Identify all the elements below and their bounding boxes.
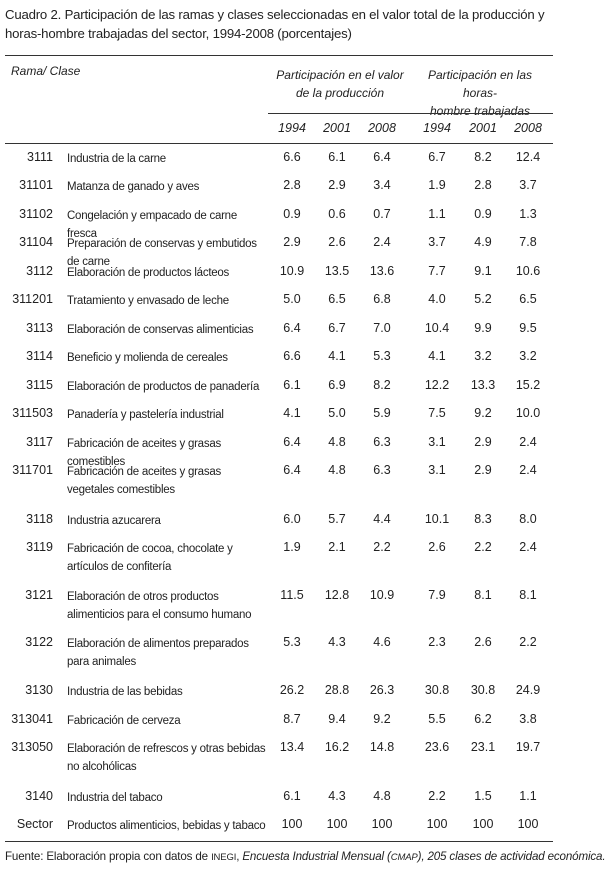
row-name: Fabricación de aceites y grasas vegetales comestibles <box>67 466 221 496</box>
group-rule <box>268 113 553 114</box>
cell-horas-2: 19.7 <box>515 740 541 754</box>
cell-horas-2: 24.9 <box>515 683 541 697</box>
header-group-horas-line1: Participación en las horas- <box>427 68 533 100</box>
header-group-produccion-line2: de la producción <box>295 86 385 100</box>
cell-horas-1: 5.2 <box>474 292 492 306</box>
cell-horas-0: 3.7 <box>428 235 446 249</box>
cell-horas-0: 100 <box>426 817 448 831</box>
cell-prod-0: 1.9 <box>283 540 301 554</box>
source-rest: ), 205 clases de actividad económica. <box>417 850 605 863</box>
cell-prod-1: 2.1 <box>328 540 346 554</box>
cell-prod-1: 2.9 <box>328 178 346 192</box>
row-code: 313041 <box>11 712 53 726</box>
cell-horas-2: 2.4 <box>519 463 537 477</box>
row-name: Industria del tabaco <box>67 792 163 804</box>
row-code: 31104 <box>19 235 53 249</box>
bottom-rule <box>5 841 553 842</box>
cell-prod-2: 6.3 <box>373 435 391 449</box>
cell-horas-2: 3.7 <box>519 178 537 192</box>
cell-prod-1: 6.9 <box>328 378 346 392</box>
cell-horas-2: 2.2 <box>519 635 537 649</box>
source-survey: Encuesta Industrial Mensual <box>242 850 384 863</box>
cell-prod-2: 6.8 <box>373 292 391 306</box>
source-prefix: Fuente: Elaboración propia con datos de <box>5 850 212 863</box>
cell-horas-1: 30.8 <box>470 683 496 697</box>
year-horas-2008: 2008 <box>514 121 542 135</box>
row-name: Industria de las bebidas <box>67 686 183 698</box>
cell-prod-1: 6.7 <box>328 321 346 335</box>
cell-horas-2: 3.2 <box>519 349 537 363</box>
cell-horas-2: 3.8 <box>519 712 537 726</box>
cell-prod-0: 10.9 <box>279 264 305 278</box>
cell-horas-1: 2.9 <box>474 435 492 449</box>
cell-horas-0: 4.1 <box>428 349 446 363</box>
cell-prod-0: 6.4 <box>283 435 301 449</box>
cell-horas-0: 10.1 <box>424 512 450 526</box>
row-name: Elaboración de productos de panadería <box>67 381 260 393</box>
row-name: Industria de la carne <box>67 153 166 165</box>
row-code: 313050 <box>11 740 53 754</box>
row-name: Productos alimenticios, bebidas y tabaco <box>67 820 266 832</box>
cell-horas-1: 8.3 <box>474 512 492 526</box>
cell-horas-0: 23.6 <box>424 740 450 754</box>
cell-prod-0: 11.5 <box>280 588 304 602</box>
cell-horas-0: 6.7 <box>428 150 446 164</box>
row-code: 3113 <box>26 321 53 335</box>
header-group-produccion <box>270 66 410 102</box>
row-name: Elaboración de refrescos y otras bebidas no alcohólicas <box>67 743 266 773</box>
cell-horas-0: 2.2 <box>428 789 446 803</box>
cell-prod-2: 10.9 <box>369 588 395 602</box>
cell-horas-1: 3.2 <box>474 349 492 363</box>
row-name: Elaboración de conservas alimenticias <box>67 324 254 336</box>
cell-horas-1: 1.5 <box>474 789 492 803</box>
row-code: 3121 <box>25 588 53 602</box>
source-paren-open: ( <box>383 850 391 863</box>
cell-prod-0: 26.2 <box>279 683 305 697</box>
cell-prod-0: 0.9 <box>283 207 301 221</box>
cell-prod-0: 4.1 <box>283 406 301 420</box>
cell-horas-2: 8.0 <box>519 512 537 526</box>
row-code: 3112 <box>26 264 53 278</box>
cell-prod-1: 6.5 <box>328 292 346 306</box>
cell-prod-2: 7.0 <box>373 321 391 335</box>
cell-horas-1: 2.2 <box>474 540 492 554</box>
row-name: Elaboración de otros productos alimenticios para el consumo humano <box>67 591 252 621</box>
row-code: 3115 <box>26 378 53 392</box>
cell-prod-2: 26.3 <box>369 683 395 697</box>
cell-horas-1: 2.6 <box>474 635 492 649</box>
cell-horas-2: 6.5 <box>519 292 537 306</box>
row-name: Matanza de ganado y aves <box>67 181 200 193</box>
cell-prod-2: 2.4 <box>373 235 391 249</box>
cell-horas-2: 10.6 <box>515 264 541 278</box>
cell-prod-2: 5.3 <box>373 349 391 363</box>
cell-prod-0: 13.4 <box>279 740 305 754</box>
row-name: Elaboración de alimentos preparados para animales <box>67 638 249 668</box>
row-code: 3114 <box>26 349 53 363</box>
cell-horas-0: 2.6 <box>428 540 446 554</box>
cell-prod-2: 4.6 <box>373 635 391 649</box>
row-code: 3140 <box>25 789 53 803</box>
year-prod-1994: 1994 <box>278 121 306 135</box>
cell-horas-1: 8.1 <box>474 588 492 602</box>
cell-horas-1: 4.9 <box>474 235 492 249</box>
cell-prod-0: 2.8 <box>283 178 301 192</box>
cell-horas-2: 2.4 <box>519 540 537 554</box>
cell-horas-2: 9.5 <box>519 321 537 335</box>
row-name: Beneficio y molienda de cereales <box>67 352 228 364</box>
header-group-produccion-line1: Participación en el valor <box>276 68 404 82</box>
cell-horas-0: 10.4 <box>424 321 450 335</box>
row-code: 3130 <box>25 683 53 697</box>
cell-horas-2: 8.1 <box>519 588 537 602</box>
cell-prod-2: 4.4 <box>373 512 391 526</box>
row-code: 311201 <box>12 292 53 306</box>
cell-horas-2: 100 <box>517 817 539 831</box>
cell-prod-2: 5.9 <box>373 406 391 420</box>
cell-horas-0: 7.7 <box>428 264 446 278</box>
source-sep: , <box>236 850 243 863</box>
cell-prod-0: 6.4 <box>283 463 301 477</box>
cell-horas-1: 9.2 <box>474 406 492 420</box>
cell-horas-2: 10.0 <box>515 406 541 420</box>
cell-horas-2: 15.2 <box>515 378 541 392</box>
cell-prod-1: 4.3 <box>328 635 346 649</box>
cell-horas-0: 2.3 <box>428 635 446 649</box>
cell-prod-1: 0.6 <box>328 207 346 221</box>
cell-prod-2: 6.3 <box>373 463 391 477</box>
row-name: Tratamiento y envasado de leche <box>67 295 229 307</box>
cell-horas-1: 0.9 <box>474 207 492 221</box>
cell-horas-2: 1.1 <box>519 789 537 803</box>
row-code: Sector <box>16 817 53 831</box>
cell-prod-0: 6.0 <box>283 512 301 526</box>
cell-horas-1: 13.3 <box>470 378 496 392</box>
cell-horas-0: 3.1 <box>428 435 446 449</box>
cell-prod-2: 4.8 <box>373 789 391 803</box>
cell-horas-0: 1.1 <box>428 207 446 221</box>
source-cmap: CMAP <box>390 852 418 863</box>
row-code: 31101 <box>19 178 53 192</box>
cell-prod-1: 4.8 <box>328 435 346 449</box>
cell-prod-1: 2.6 <box>328 235 346 249</box>
row-code: 3111 <box>27 150 53 164</box>
cell-horas-1: 6.2 <box>474 712 492 726</box>
cell-horas-1: 8.2 <box>474 150 492 164</box>
cell-horas-1: 9.9 <box>474 321 492 335</box>
cell-prod-0: 100 <box>281 817 303 831</box>
cell-horas-0: 5.5 <box>428 712 446 726</box>
row-code: 311503 <box>12 406 53 420</box>
cell-prod-1: 16.2 <box>324 740 350 754</box>
cell-prod-2: 9.2 <box>373 712 391 726</box>
cell-horas-0: 7.9 <box>428 588 446 602</box>
row-code: 3119 <box>26 540 53 554</box>
cell-horas-0: 1.9 <box>428 178 446 192</box>
row-code: 3122 <box>25 635 53 649</box>
cell-horas-1: 2.8 <box>474 178 492 192</box>
cell-prod-1: 5.0 <box>328 406 346 420</box>
cell-prod-1: 100 <box>326 817 348 831</box>
row-name: Fabricación de cerveza <box>67 715 181 727</box>
cell-prod-0: 6.6 <box>283 150 301 164</box>
cell-prod-1: 4.8 <box>328 463 346 477</box>
cell-horas-2: 2.4 <box>519 435 537 449</box>
row-name: Elaboración de productos lácteos <box>67 267 230 279</box>
cell-prod-0: 6.1 <box>283 789 301 803</box>
cell-prod-2: 2.2 <box>373 540 391 554</box>
cell-prod-0: 6.6 <box>283 349 301 363</box>
row-name: Fabricación de cocoa, chocolate y artículos de confitería <box>67 543 233 573</box>
header-group-horas <box>410 66 550 120</box>
cell-prod-0: 2.9 <box>283 235 301 249</box>
row-code: 3118 <box>26 512 53 526</box>
row-name: Panadería y pastelería industrial <box>67 409 224 421</box>
cell-prod-2: 14.8 <box>369 740 395 754</box>
cell-horas-1: 23.1 <box>470 740 496 754</box>
cell-horas-0: 4.0 <box>428 292 446 306</box>
cell-prod-0: 5.0 <box>283 292 301 306</box>
row-name: Preparación de conservas y embutidos de carne <box>67 238 257 268</box>
top-rule <box>5 55 553 56</box>
cell-horas-2: 12.4 <box>515 150 541 164</box>
cell-prod-0: 6.1 <box>283 378 301 392</box>
header-bottom-rule <box>5 143 553 144</box>
year-horas-2001: 2001 <box>469 121 497 135</box>
cell-horas-1: 2.9 <box>474 463 492 477</box>
source-note <box>5 850 605 863</box>
cell-prod-2: 13.6 <box>369 264 395 278</box>
row-name: Industria azucarera <box>67 515 161 527</box>
table-caption: Cuadro 2. Participación de las ramas y clases seleccionadas en el valor total de la producción y horas-hombre trabajadas del sector, 1994-2008 (porcentajes) <box>5 7 545 41</box>
row-code: 3117 <box>26 435 53 449</box>
cell-prod-1: 9.4 <box>328 712 346 726</box>
cell-horas-2: 1.3 <box>519 207 537 221</box>
cell-prod-1: 28.8 <box>324 683 350 697</box>
row-code: 31102 <box>19 207 53 221</box>
source-inegi: INEGI <box>211 852 237 863</box>
cell-prod-2: 100 <box>371 817 393 831</box>
row-name: Congelación y empacado de carne fresca <box>67 210 237 240</box>
cell-horas-0: 12.2 <box>424 378 450 392</box>
cell-horas-0: 3.1 <box>428 463 446 477</box>
cell-prod-2: 8.2 <box>373 378 391 392</box>
cell-prod-2: 0.7 <box>373 207 391 221</box>
year-horas-1994: 1994 <box>423 121 451 135</box>
row-code: 311701 <box>12 463 53 477</box>
cell-prod-0: 5.3 <box>283 635 301 649</box>
cell-prod-1: 6.1 <box>328 150 346 164</box>
header-rama-clase: Rama/ Clase <box>11 64 81 78</box>
cell-prod-2: 3.4 <box>373 178 391 192</box>
year-prod-2001: 2001 <box>323 121 351 135</box>
cell-prod-0: 6.4 <box>283 321 301 335</box>
header-group-horas-line2: hombre trabajadas <box>429 104 531 118</box>
cell-prod-1: 5.7 <box>328 512 346 526</box>
cell-horas-2: 7.8 <box>519 235 537 249</box>
cell-prod-2: 6.4 <box>373 150 391 164</box>
row-name: Fabricación de aceites y grasas comestibles <box>67 438 221 468</box>
cell-horas-0: 30.8 <box>424 683 450 697</box>
cell-prod-1: 4.3 <box>328 789 346 803</box>
cell-prod-0: 8.7 <box>283 712 301 726</box>
year-prod-2008: 2008 <box>368 121 396 135</box>
cell-horas-1: 9.1 <box>474 264 492 278</box>
cell-prod-1: 13.5 <box>324 264 350 278</box>
cell-horas-1: 100 <box>472 817 494 831</box>
cell-horas-0: 7.5 <box>428 406 446 420</box>
cell-prod-1: 12.8 <box>324 588 350 602</box>
cell-prod-1: 4.1 <box>328 349 346 363</box>
